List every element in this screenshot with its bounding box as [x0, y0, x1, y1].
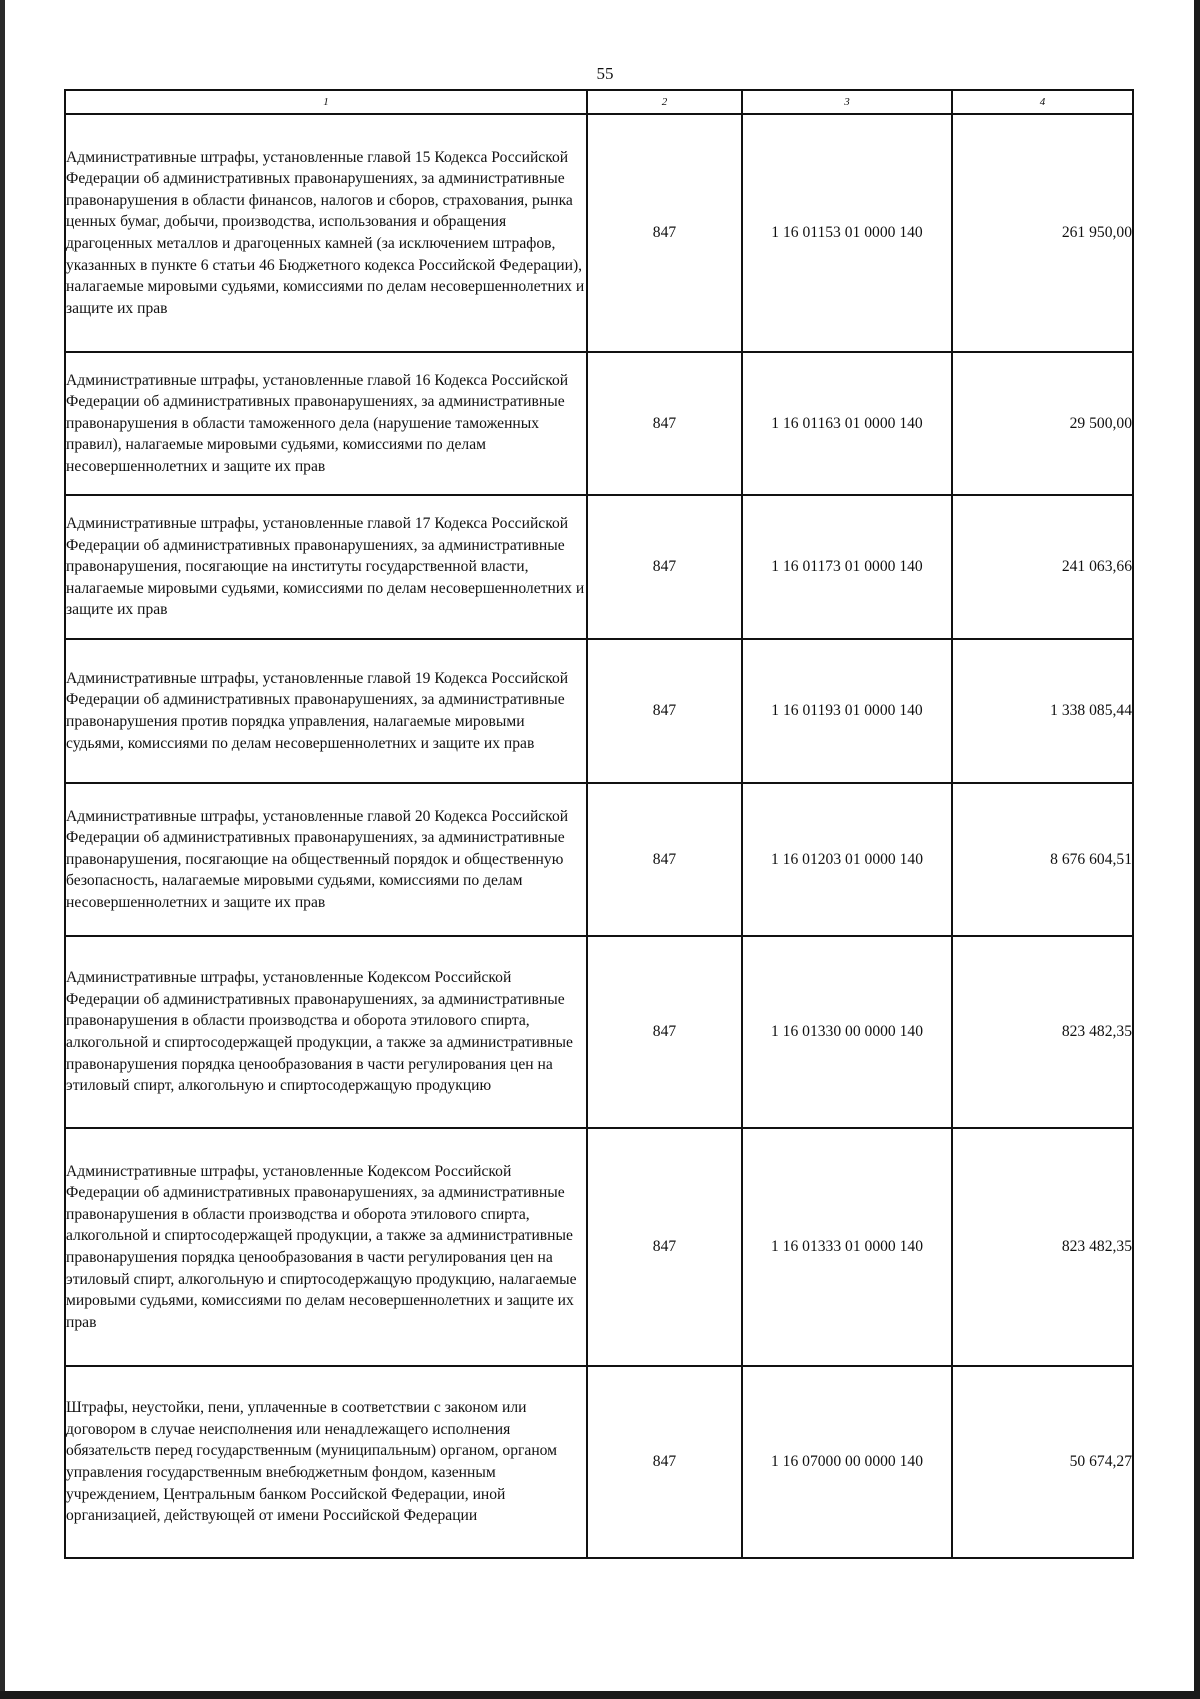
- row-amount: 50 674,27: [952, 1366, 1133, 1558]
- row-name: Административные штрафы, установленные главой 16 Кодекса Российской Федерации об административных правонарушениях, за административные правонарушения в области таможенного дела (нарушение таможенных правил), налагаемые мировыми судьями, комиссиями по делам несовершеннолетних и защите их прав: [65, 352, 587, 495]
- table-row: [65, 639, 1133, 783]
- row-admin-code: 847: [587, 936, 742, 1128]
- scan-edge-bottom: [0, 1691, 1200, 1699]
- row-name: Штрафы, неустойки, пени, уплаченные в соответствии с законом или договором в случае неисполнения или ненадлежащего исполнения обязательств перед государственным (муниципальным) органом, органом управления государственным внебюджетным фондом, казенным учреждением, Центральным банком Российской Федерации, иной организацией, действующей от имени Российской Федерации: [65, 1366, 587, 1558]
- row-admin-code: 847: [587, 352, 742, 495]
- row-admin-code: 847: [587, 495, 742, 639]
- table-row: [65, 936, 1133, 1128]
- table-row: [65, 1128, 1133, 1366]
- row-amount: 29 500,00: [952, 352, 1133, 495]
- col-header-2: 2: [587, 90, 742, 114]
- col-header-3: 3: [742, 90, 952, 114]
- row-name: Административные штрафы, установленные Кодексом Российской Федерации об административных правонарушениях, за административные правонарушения в области производства и оборота этилового спирта, алкогольной и спиртосодержащей продукции, а также за административные правонарушения порядка ценообразования в части регулирования цен на этиловый спирт, алкогольную и спиртосодержащую продукцию, налагаемые мировыми судьями, комиссиями по делам несовершеннолетних и защите их прав: [65, 1128, 587, 1366]
- row-amount: 8 676 604,51: [952, 783, 1133, 936]
- row-admin-code: 847: [587, 639, 742, 783]
- table-row: [65, 114, 1133, 352]
- row-admin-code: 847: [587, 783, 742, 936]
- row-amount: 261 950,00: [952, 114, 1133, 352]
- row-amount: 241 063,66: [952, 495, 1133, 639]
- scan-edge-left: [0, 0, 5, 1699]
- row-kbk: 1 16 01193 01 0000 140: [742, 639, 952, 783]
- row-kbk: 1 16 01163 01 0000 140: [742, 352, 952, 495]
- row-admin-code: 847: [587, 1128, 742, 1366]
- table-row: [65, 495, 1133, 639]
- table-row: [65, 783, 1133, 936]
- header-row: [65, 90, 1133, 114]
- revenue-table: [64, 89, 1134, 1559]
- row-name: Административные штрафы, установленные главой 17 Кодекса Российской Федерации об административных правонарушениях, за административные правонарушения, посягающие на институты государственной власти, налагаемые мировыми судьями, комиссиями по делам несовершеннолетних и защите их прав: [65, 495, 587, 639]
- scan-edge-right: [1194, 0, 1200, 1699]
- row-kbk: 1 16 01153 01 0000 140: [742, 114, 952, 352]
- row-name: Административные штрафы, установленные главой 19 Кодекса Российской Федерации об административных правонарушениях, за административные правонарушения против порядка управления, налагаемые мировыми судьями, комиссиями по делам несовершеннолетних и защите их прав: [65, 639, 587, 783]
- row-kbk: 1 16 01330 00 0000 140: [742, 936, 952, 1128]
- page-number: 55: [596, 64, 614, 83]
- row-name: Административные штрафы, установленные Кодексом Российской Федерации об административных правонарушениях, за административные правонарушения в области производства и оборота этилового спирта, алкогольной и спиртосодержащей продукции, а также за административные правонарушения порядка ценообразования в части регулирования цен на этиловый спирт, алкогольную и спиртосодержащую продукцию: [65, 936, 587, 1128]
- row-admin-code: 847: [587, 114, 742, 352]
- row-kbk: 1 16 01173 01 0000 140: [742, 495, 952, 639]
- row-name: Административные штрафы, установленные главой 20 Кодекса Российской Федерации об административных правонарушениях, за административные правонарушения, посягающие на общественный порядок и общественную безопасность, налагаемые мировыми судьями, комиссиями по делам несовершеннолетних и защите их прав: [65, 783, 587, 936]
- table-row: [65, 1366, 1133, 1558]
- row-kbk: 1 16 07000 00 0000 140: [742, 1366, 952, 1558]
- row-admin-code: 847: [587, 1366, 742, 1558]
- row-kbk: 1 16 01333 01 0000 140: [742, 1128, 952, 1366]
- col-header-4: 4: [952, 90, 1133, 114]
- row-amount: 823 482,35: [952, 936, 1133, 1128]
- col-header-1: 1: [65, 90, 587, 114]
- row-name: Административные штрафы, установленные главой 15 Кодекса Российской Федерации об административных правонарушениях, за административные правонарушения в области финансов, налогов и сборов, страхования, рынка ценных бумаг, добычи, производства, использования и обращения драгоценных металлов и драгоценных камней (за исключением штрафов, указанных в пункте 6 статьи 46 Бюджетного кодекса Российской Федерации), налагаемые мировыми судьями, комиссиями по делам несовершеннолетних и защите их прав: [65, 114, 587, 352]
- row-kbk: 1 16 01203 01 0000 140: [742, 783, 952, 936]
- row-amount: 1 338 085,44: [952, 639, 1133, 783]
- table-row: [65, 352, 1133, 495]
- row-amount: 823 482,35: [952, 1128, 1133, 1366]
